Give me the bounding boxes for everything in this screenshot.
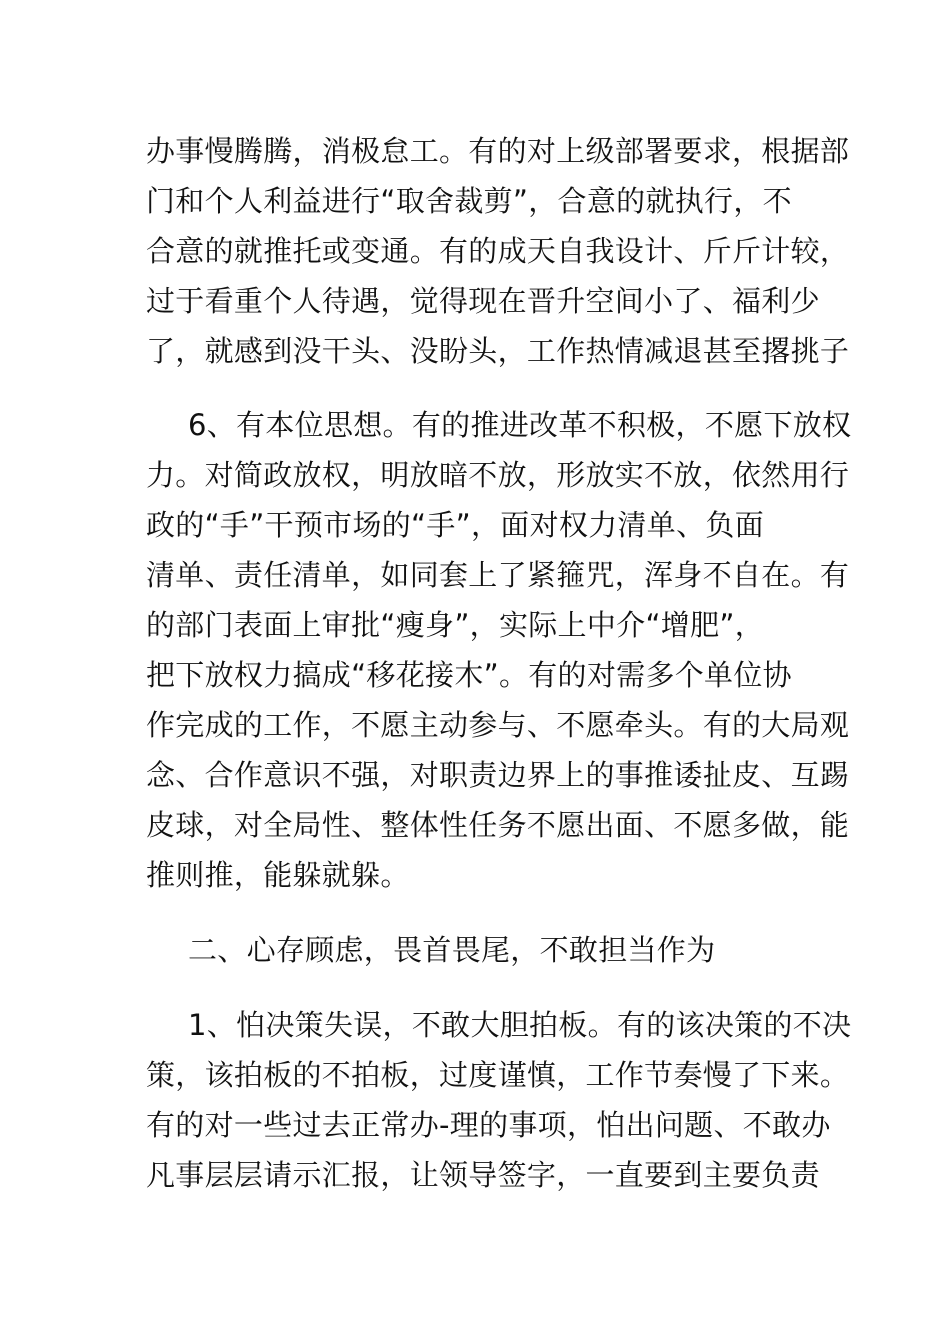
text-line: 的部门表面上审批“瘦身”，实际上中介“增肥”，	[146, 608, 764, 642]
text-line: 把下放权力搞成“移花接木”。有的对需多个单位协	[146, 658, 792, 692]
text-line: 力。对简政放权，明放暗不放，形放实不放，依然用行	[146, 458, 850, 492]
text-line: 政的“手”干预市场的“手”，面对权力清单、负面	[146, 508, 764, 542]
text-line: 凡事层层请示汇报，让领导签字，一直要到主要负责	[146, 1158, 820, 1192]
section-heading: 二、心存顾虑，畏首畏尾，不敢担当作为	[188, 933, 716, 967]
text-line: 有的对一些过去正常办-理的事项，怕出问题、不敢办	[146, 1108, 831, 1142]
text-line: 清单、责任清单，如同套上了紧箍咒，浑身不自在。有	[146, 558, 850, 592]
text-line: 门和个人利益进行“取舍裁剪”，合意的就执行，不	[146, 184, 792, 218]
text-line: 皮球，对全局性、整体性任务不愿出面、不愿多做，能	[146, 808, 850, 842]
text-line: 了，就感到没干头、没盼头，工作热情减退甚至撂挑子	[146, 334, 850, 368]
paragraph-start-line: 6、有本位思想。有的推进改革不积极，不愿下放权	[188, 408, 852, 442]
text-line: 作完成的工作，不愿主动参与、不愿牵头。有的大局观	[146, 708, 850, 742]
text-line: 过于看重个人待遇，觉得现在晋升空间小了、福利少	[146, 284, 820, 318]
text-line: 办事慢腾腾，消极怠工。有的对上级部署要求，根据部	[146, 134, 850, 168]
text-line: 推则推，能躲就躲。	[146, 858, 410, 892]
text-line: 念、合作意识不强，对职责边界上的事推诿扯皮、互踢	[146, 758, 850, 792]
text-line: 策，该拍板的不拍板，过度谨慎，工作节奏慢了下来。	[146, 1058, 850, 1092]
text-line: 合意的就推托或变通。有的成天自我设计、斤斤计较，	[146, 234, 850, 268]
paragraph-start-line: 1、怕决策失误，不敢大胆拍板。有的该决策的不决	[188, 1008, 852, 1042]
